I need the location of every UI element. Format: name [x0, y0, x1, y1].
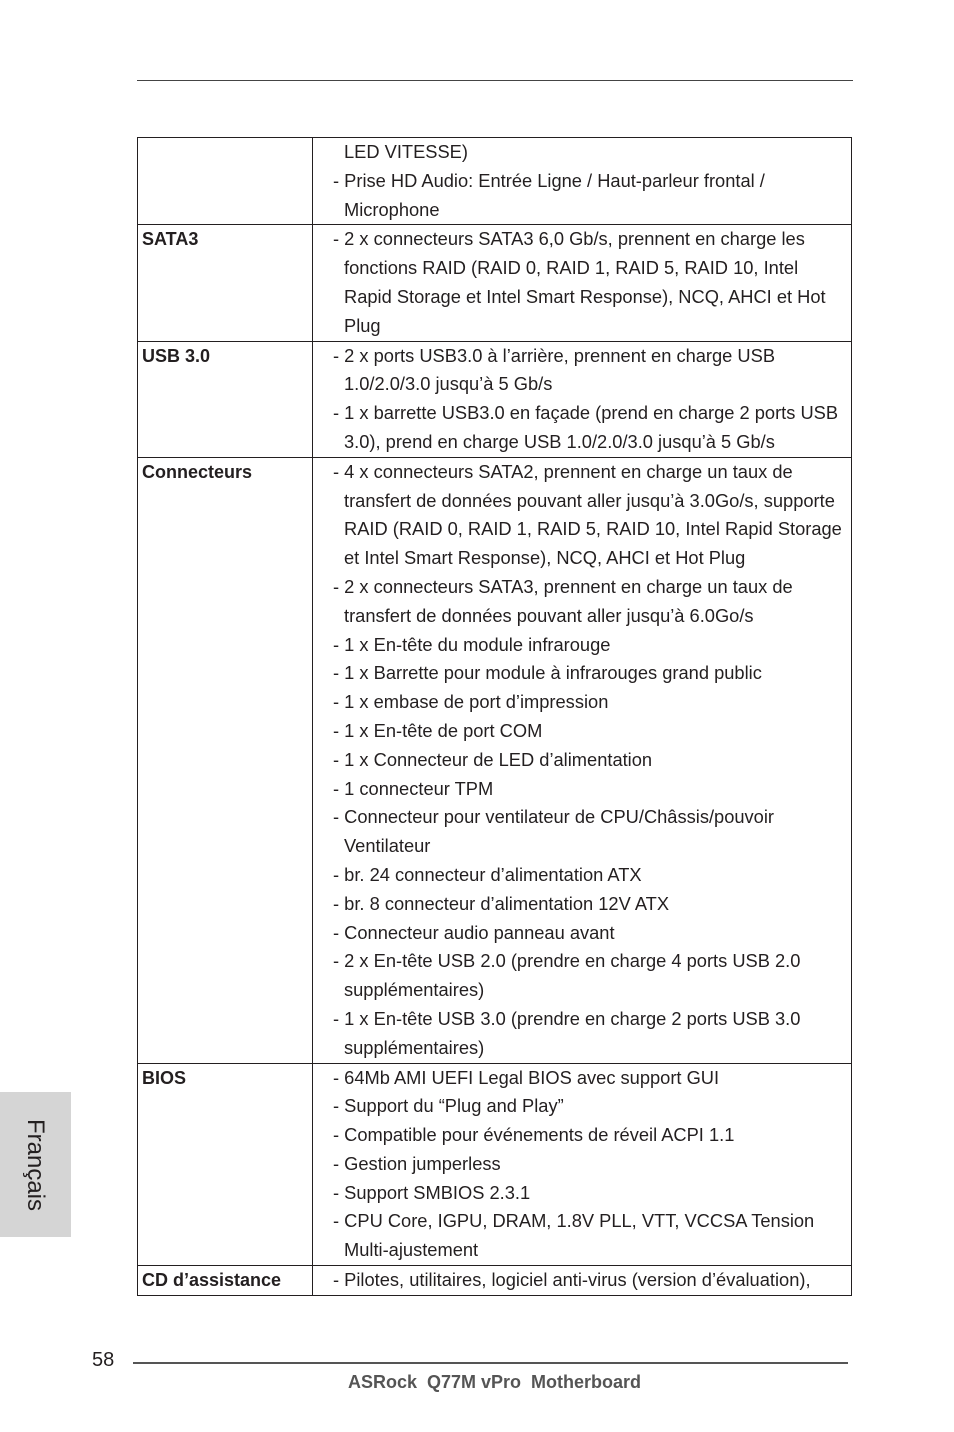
spec-item: - Connecteur pour ventilateur de CPU/Châssis/pouvoir Ventilateur: [333, 806, 774, 857]
bottom-rule: [133, 1362, 848, 1364]
spec-row: [138, 225, 852, 341]
spec-item: - 4 x connecteurs SATA2, prennent en charge un taux de transfert de données pouvant aller jusqu’à 3.0Go/s, supporte RAID (RAID 0, RAID 1, RAID 5, RAID 10, Intel Rapid Storage et Intel Smart Response), NCQ, AHCI et Hot Plug: [333, 460, 842, 569]
spec-item: - br. 8 connecteur d’alimentation 12V ATX: [333, 892, 670, 914]
spec-item: - br. 24 connecteur d’alimentation ATX: [333, 863, 642, 885]
spec-label: USB 3.0: [138, 341, 313, 457]
spec-item: - 1 x En-tête du module infrarouge: [333, 633, 611, 655]
spec-label: BIOS: [138, 1063, 313, 1266]
spec-item: - 1 x Barrette pour module à infrarouges grand public: [333, 662, 762, 684]
spec-label: CD d’assistance: [138, 1266, 313, 1296]
spec-row: [138, 341, 852, 457]
spec-content: [313, 457, 852, 1063]
spec-item: - 1 x embase de port d’impression: [333, 691, 609, 713]
top-rule: [137, 80, 853, 81]
footer-title: ASRock Q77M vPro Motherboard: [348, 1372, 642, 1392]
spec-content: [313, 1266, 852, 1296]
spec-item: - 1 x En-tête de port COM: [333, 719, 543, 741]
spec-item: - 2 x ports USB3.0 à l’arrière, prennent en charge USB 1.0/2.0/3.0 jusqu’à 5 Gb/s: [333, 344, 776, 395]
spec-content: [313, 225, 852, 341]
spec-item: - Gestion jumperless: [333, 1152, 501, 1174]
spec-row: [138, 1266, 852, 1296]
spec-content: [313, 341, 852, 457]
spec-item: - 2 x En-tête USB 2.0 (prendre en charge 4 ports USB 2.0 supplémentaires): [333, 950, 801, 1001]
spec-item: - CPU Core, IGPU, DRAM, 1.8V PLL, VTT, VCCSA Tension Multi-ajustement: [333, 1210, 815, 1261]
spec-table-body: [138, 138, 852, 1296]
spec-row: [138, 138, 852, 225]
spec-content: [313, 1063, 852, 1266]
spec-row: [138, 1063, 852, 1266]
spec-item: - 2 x connecteurs SATA3 6,0 Gb/s, prennent en charge les fonctions RAID (RAID 0, RAID 1, RAID 5, RAID 10, Intel Rapid Storage et Intel Smart Response), NCQ, AHCI et Hot Plug: [333, 228, 826, 336]
spec-item: - 1 x barrette USB3.0 en façade (prend en charge 2 ports USB 3.0), prend en charge USB 1.0/2.0/3.0 jusqu’à 5 Gb/s: [333, 402, 839, 452]
spec-item: - 1 connecteur TPM: [333, 777, 494, 799]
page-number: 58: [92, 1349, 115, 1371]
spec-item: - Support SMBIOS 2.3.1: [333, 1181, 531, 1203]
spec-content: [313, 138, 852, 225]
spec-item: - Connecteur audio panneau avant: [333, 921, 615, 943]
spec-item: - 2 x connecteurs SATA3, prennent en charge un taux de transfert de données pouvant aller jusqu’à 6.0Go/s: [333, 575, 793, 626]
spec-item: - Pilotes, utilitaires, logiciel anti-virus (version d’évaluation),: [333, 1269, 811, 1291]
spec-item: - Support du “Plug and Play”: [333, 1095, 564, 1117]
spec-label: [138, 138, 313, 225]
spec-item: - Compatible pour événements de réveil ACPI 1.1: [333, 1124, 735, 1146]
spec-item: - 64Mb AMI UEFI Legal BIOS avec support GUI: [333, 1066, 720, 1088]
spec-item: LED VITESSE): [344, 141, 468, 162]
spec-label: SATA3: [138, 225, 313, 341]
language-tab: [0, 1092, 71, 1237]
spec-label: Connecteurs: [138, 457, 313, 1063]
language-label: Français: [22, 1118, 49, 1212]
spec-item: - 1 x Connecteur de LED d’alimentation: [333, 748, 653, 770]
spec-item: - 1 x En-tête USB 3.0 (prendre en charge 2 ports USB 3.0 supplémentaires): [333, 1007, 801, 1058]
spec-table: [137, 137, 852, 1296]
spec-row: [138, 457, 852, 1063]
spec-item: - Prise HD Audio: Entrée Ligne / Haut-parleur frontal / Microphone: [333, 169, 765, 220]
